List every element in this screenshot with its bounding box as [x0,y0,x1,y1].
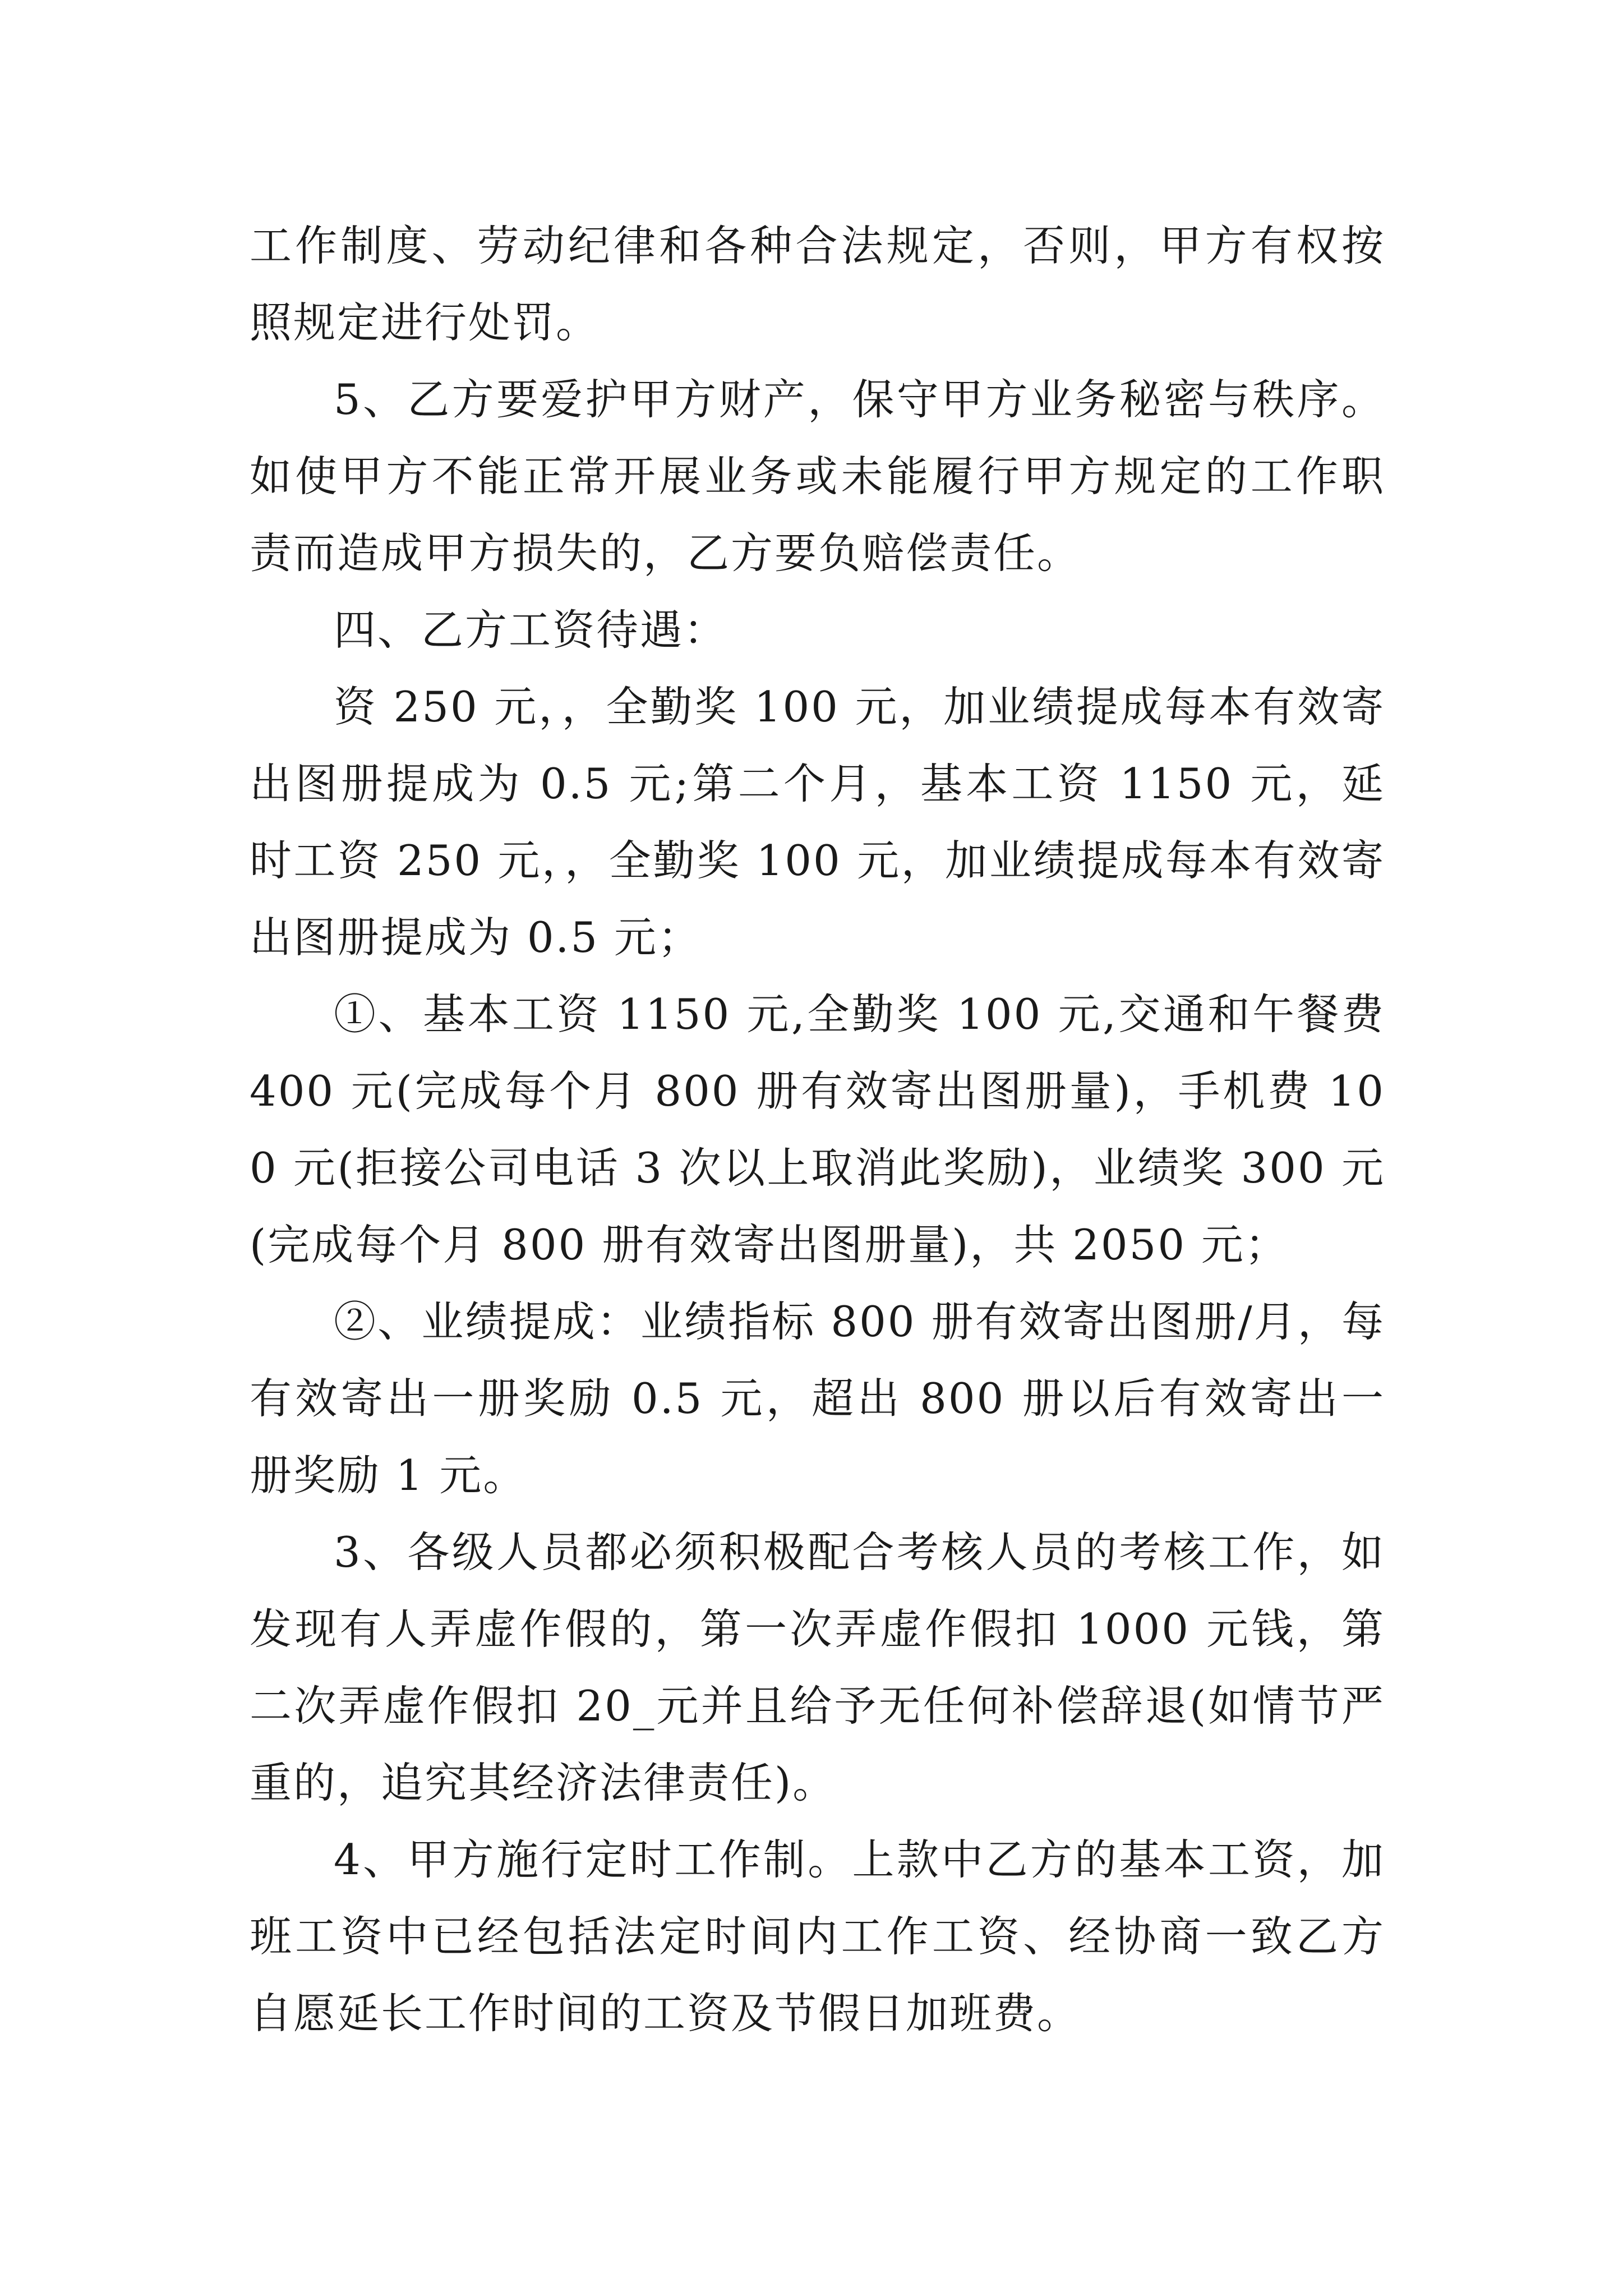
paragraph-salary-item-2: ②、业绩提成：业绩指标 800 册有效寄出图册/月，每有效寄出一册奖励 0.5 元，超出 800 册以后有效寄出一册奖励 1 元。 [250,1297,1385,1500]
paragraph-salary-first-months: 资 250 元，，全勤奖 100 元，加业绩提成每本有效寄出图册提成为 0.5 元;第二个月，基本工资 1150 元，延时工资 250 元，，全勤奖 100 元，加业绩提成每本有效寄出图册提成为 0.5 元； [250,682,1385,962]
paragraph-item-3-assessment: 3、各级人员都必须积极配合考核人员的考核工作，如发现有人弄虚作假的，第一次弄虚作假扣 1000 元钱，第二次弄虚作假扣 20_元并且给予无任何补偿辞退(如情节严重的，追究其经济法律责任)。 [250,1527,1385,1807]
document-body [250,208,1385,2052]
paragraph-item-5-property: 5、乙方要爱护甲方财产，保守甲方业务秘密与秩序。如使甲方不能正常开展业务或未能履行甲方规定的工作职责而造成甲方损失的，乙方要负赔偿责任。 [250,375,1385,578]
paragraph-item-4-working-hours: 4、甲方施行定时工作制。上款中乙方的基本工资，加班工资中已经包括法定时间内工作工资、经协商一致乙方自愿延长工作时间的工资及节假日加班费。 [250,1835,1385,2038]
paragraph-salary-item-1: ①、基本工资 1150 元,全勤奖 100 元,交通和午餐费 400 元(完成每个月 800 册有效寄出图册量)，手机费 100 元(拒接公司电话 3 次以上取消此奖励)，业绩奖 300 元(完成每个月 800 册有效寄出图册量)，共 2050 元； [250,990,1385,1269]
section-heading-salary: 四、乙方工资待遇： [334,605,728,655]
paragraph-work-rules: 工作制度、劳动纪律和各种合法规定，否则，甲方有权按照规定进行处罚。 [250,221,1385,347]
